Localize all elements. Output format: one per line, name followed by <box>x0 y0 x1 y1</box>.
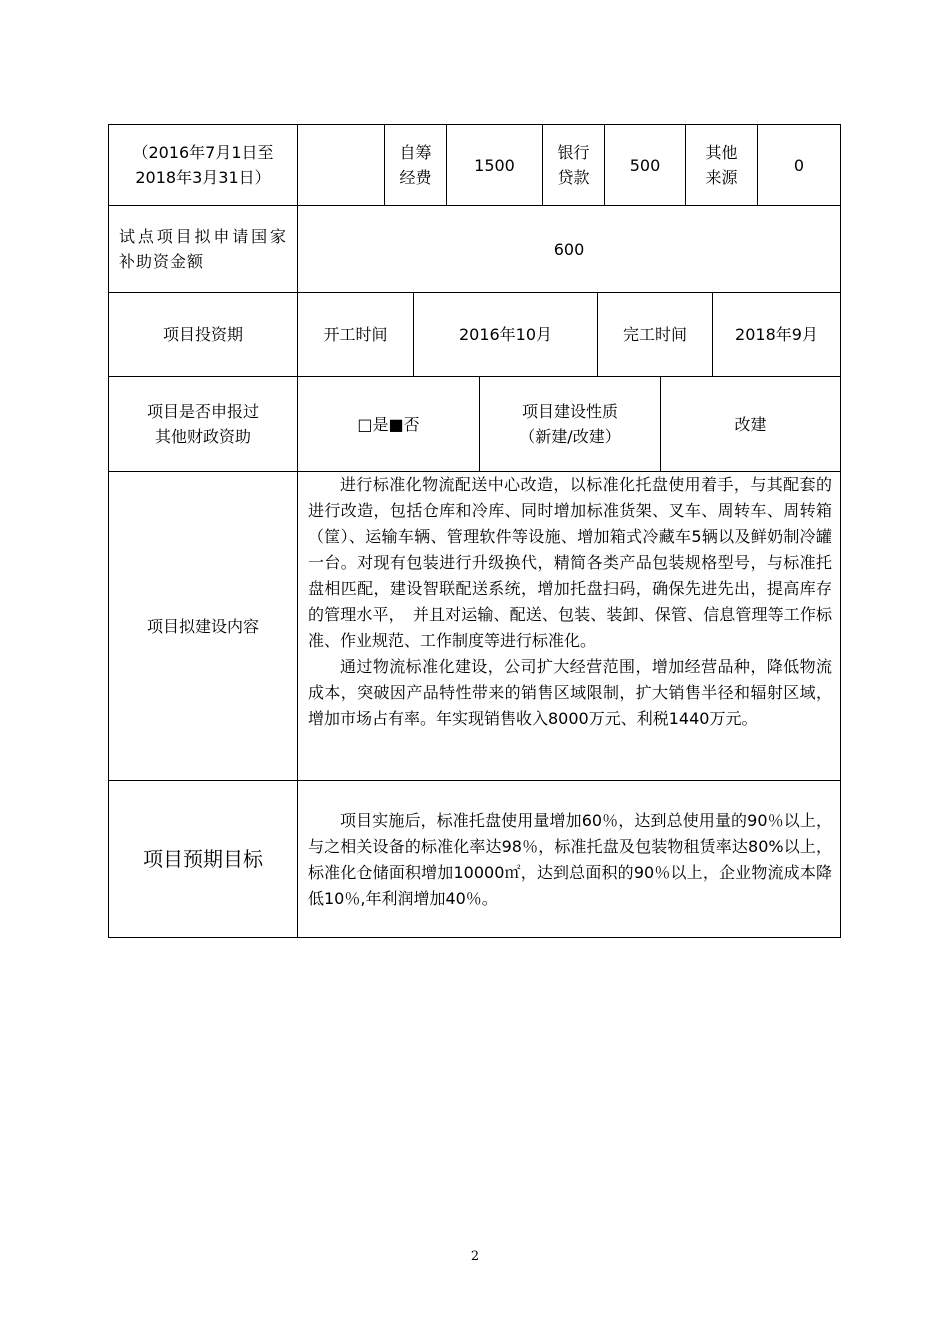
period-label-text: （2016年7月1日至2018年3月31日） <box>132 143 274 187</box>
other-source-label <box>686 125 758 205</box>
content-paragraph-1: 进行标准化物流配送中心改造，以标准化托盘使用着手，与其配套的进行改造，包括仓库和冷库、同时增加标准货架、叉车、周转车、周转箱（筐）、运输车辆、管理软件等设施、增加箱式冷藏车5辆以及鲜奶制冷罐一台。对现有包装进行升级换代，精简各类产品包装规格型号，与标准托盘相匹配，建设智联配送系统，增加托盘扫码，确保先进先出，提高库存的管理水平， 并且对运输、配送、包装、装卸、保管、信息管理等工作标准、作业规范、工作制度等进行标准化。 <box>308 475 832 650</box>
self-funded-label <box>385 125 447 205</box>
content-text <box>298 472 840 780</box>
subsidy-row <box>108 206 841 293</box>
content-row <box>108 472 841 781</box>
goal-text <box>298 781 840 937</box>
other-funding-choice: □是■否 <box>298 377 480 471</box>
start-time-value: 2016年10月 <box>414 293 598 376</box>
subsidy-label <box>109 206 298 292</box>
other-funding-label <box>109 377 298 471</box>
other-source-value: 0 <box>793 155 805 175</box>
goal-paragraph: 项目实施后，标准托盘使用量增加60％，达到总使用量的90％以上，与之相关设备的标准化率达98％，标准托盘及包装物租赁率达80%以上，标准化仓储面积增加10000㎡，达到总面积的90％以上，企业物流成本降低10％,年利润增加40％。 <box>308 811 832 908</box>
investment-period-label: 项目投资期 <box>109 293 298 376</box>
bank-loan-label-text: 银行贷款 <box>557 143 590 187</box>
blank-cell <box>298 125 385 205</box>
other-funding-label-line2: 其他财政资助 <box>154 427 251 446</box>
other-source-label-text: 其他来源 <box>705 143 738 187</box>
goal-label: 项目预期目标 <box>109 781 298 937</box>
funding-row <box>108 124 841 206</box>
goal-row <box>108 781 841 938</box>
end-time-label: 完工时间 <box>598 293 713 376</box>
other-funding-label-line1: 项目是否申报过 <box>146 402 259 421</box>
construction-nature-label-line2: （新建/改建） <box>519 427 621 446</box>
subsidy-value: 600 <box>553 239 585 259</box>
other-funding-row <box>108 377 841 472</box>
content-label: 项目拟建设内容 <box>109 472 298 780</box>
end-time-value: 2018年9月 <box>735 325 818 344</box>
self-funded-label-text: 自筹经费 <box>399 143 432 187</box>
self-funded-value: 1500 <box>447 125 543 205</box>
construction-nature-value: 改建 <box>734 414 767 434</box>
page-number: 2 <box>470 1249 480 1264</box>
start-time-label: 开工时间 <box>298 293 414 376</box>
project-table <box>108 124 841 938</box>
subsidy-label-text: 试点项目拟申请国家补助资金额 <box>119 227 287 271</box>
bank-loan-value: 500 <box>605 125 686 205</box>
period-label <box>109 125 298 205</box>
investment-period-row <box>108 293 841 377</box>
content-paragraph-2: 通过物流标准化建设，公司扩大经营范围，增加经营品种，降低物流成本，突破因产品特性带来的销售区域限制，扩大销售半径和辐射区域，增加市场占有率。年实现销售收入8000万元、利税1440万元。 <box>308 657 832 728</box>
construction-nature-label-line1: 项目建设性质 <box>521 402 618 421</box>
construction-nature-label <box>480 377 661 471</box>
bank-loan-label <box>543 125 605 205</box>
